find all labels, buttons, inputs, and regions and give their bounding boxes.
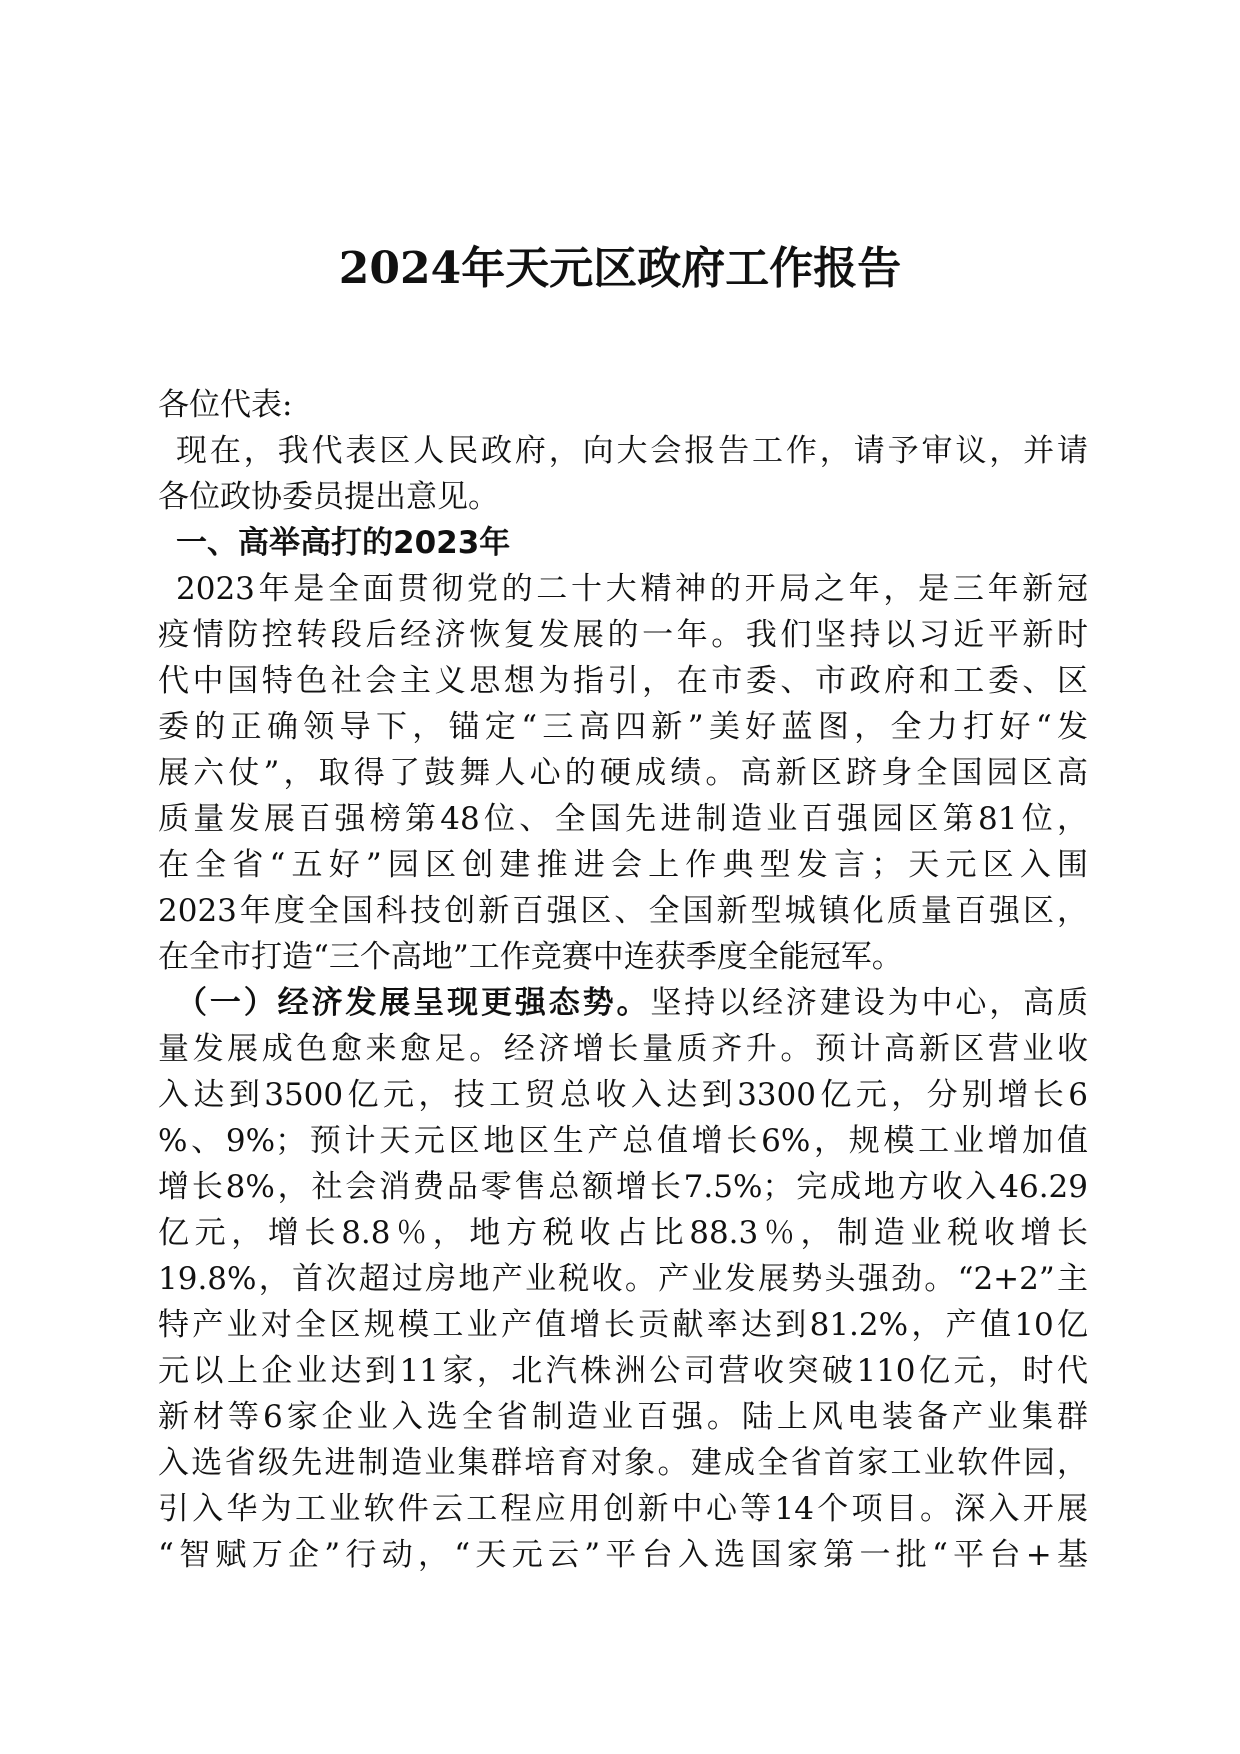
salutation: 各位代表: [158, 387, 293, 423]
para2-line-11: 入选省级先进制造业集群培育对象。建成全省首家工业软件园， [158, 1445, 1088, 1481]
para2-line-1 [176, 980, 1088, 1026]
para2-line-8: 特产业对全区规模工业产值增长贡献率达到81.2%，产值10亿 [158, 1307, 1088, 1343]
para2-line-13: “智赋万企”行动，“天元云”平台入选国家第一批“平台+基 [158, 1537, 1088, 1573]
para1-line-3: 代中国特色社会主义思想为指引，在市委、市政府和工委、区 [158, 663, 1088, 699]
para1-line-2: 疫情防控转段后经济恢复发展的一年。我们坚持以习近平新时 [158, 617, 1088, 653]
para1-line-6: 质量发展百强榜第48位、全国先进制造业百强园区第81位， [158, 801, 1088, 837]
intro-line-1: 现在，我代表区人民政府，向大会报告工作，请予审议，并请 [176, 433, 1088, 469]
para2-line-5: 增长8%，社会消费品零售总额增长7.5%；完成地方收入46.29 [158, 1169, 1088, 1205]
para2-line-12: 引入华为工业软件云工程应用创新中心等14个项目。深入开展 [158, 1491, 1088, 1527]
intro-line-2: 各位政协委员提出意见。 [158, 479, 499, 515]
document-title: 2024年天元区政府工作报告 [338, 243, 902, 294]
para2-line-6: 亿元，增长8.8％，地方税收占比88.3％，制造业税收增长 [158, 1215, 1088, 1251]
para2-line-7: 19.8%，首次超过房地产业税收。产业发展势头强劲。“2+2”主 [158, 1261, 1088, 1297]
para2-line-9: 元以上企业达到11家，北汽株洲公司营收突破110亿元，时代 [158, 1353, 1088, 1389]
para1-line-1: 2023年是全面贯彻党的二十大精神的开局之年，是三年新冠 [176, 571, 1088, 607]
para2-lead: （一）经济发展呈现更强态势。 [176, 985, 651, 1021]
para1-line-7: 在全省“五好”园区创建推进会上作典型发言；天元区入围 [158, 847, 1088, 883]
para1-line-5: 展六仗”，取得了鼓舞人心的硬成绩。高新区跻身全国园区高 [158, 755, 1088, 791]
para2-line-10: 新材等6家企业入选全省制造业百强。陆上风电装备产业集群 [158, 1399, 1088, 1435]
para1-line-9: 在全市打造“三个高地”工作竞赛中连获季度全能冠军。 [158, 939, 903, 975]
para2-line-2: 量发展成色愈来愈足。经济增长量质齐升。预计高新区营业收 [158, 1031, 1088, 1067]
para2-line-3: 入达到3500亿元，技工贸总收入达到3300亿元，分别增长6 [158, 1077, 1088, 1113]
para1-line-4: 委的正确领导下，锚定“三高四新”美好蓝图，全力打好“发 [158, 709, 1088, 745]
para2-line-4: %、9%；预计天元区地区生产总值增长6%，规模工业增加值 [158, 1123, 1088, 1159]
para2-first-rest: 坚持以经济建设为中心，高质 [650, 985, 1088, 1021]
section-heading: 一、高举高打的2023年 [176, 525, 511, 561]
para1-line-8: 2023年度全国科技创新百强区、全国新型城镇化质量百强区， [158, 893, 1088, 929]
